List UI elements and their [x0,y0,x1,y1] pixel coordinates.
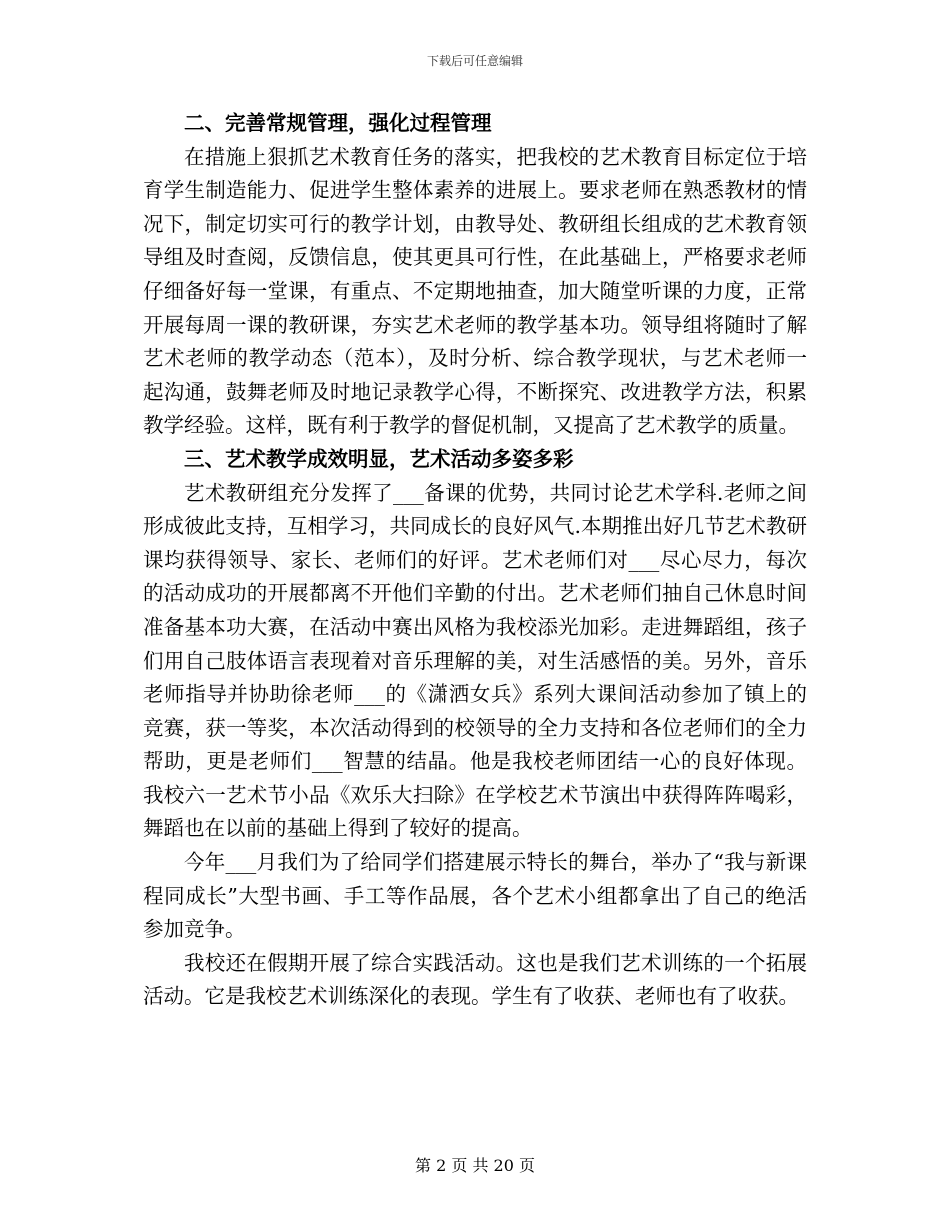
paragraph: 今年___月我们为了给同学们搭建展示特长的舞台，举办了“我与新课程同成长”大型书画、手工等作品展，各个艺术小组都拿出了自己的绝活参加竞争。 [143,850,807,942]
section-heading: 二、完善常规管理，强化过程管理 [184,111,492,135]
paragraph: 我校还在假期开展了综合实践活动。这也是我们艺术训练的一个拓展活动。它是我校艺术训练深化的表现。学生有了收获、老师也有了收获。 [143,950,807,1009]
document-body [143,107,807,1014]
section-heading: 三、艺术教学成效明显，艺术活动多姿多彩 [184,446,574,471]
page-number: 第 2 页 共 20 页 [415,1156,535,1175]
paragraph: 在措施上狠抓艺术教育任务的落实，把我校的艺术教育目标定位于培育学生制造能力、促进学生整体素养的进展上。要求老师在熟悉教材的情况下，制定切实可行的教学计划，由教导处、教研组长组成的艺术教育领导组及时查阅，反馈信息，使其更具可行性，在此基础上，严格要求老师仔细备好每一堂课，有重点、不定期地抽查，加大随堂听课的力度，正常开展每周一课的教研课，夯实艺术老师的教学基本功。领导组将随时了解艺术老师的教学动态（范本），及时分析、综合教学现状，与艺术老师一起沟通，鼓舞老师及时地记录教学心得，不断探究、改进教学方法，积累教学经验。这样，既有利于教学的督促机制，又提高了艺术教学的质量。 [143,144,807,438]
page-header: 下载后可任意编辑 [426,54,523,68]
paragraph: 艺术教研组充分发挥了___备课的优势，共同讨论艺术学科.老师之间形成彼此支持，互相学习，共同成长的良好风气.本期推出好几节艺术教研课均获得领导、家长、老师们的好评。艺术老师们对___尽心尽力，每次的活动成功的开展都离不开他们辛勤的付出。艺术老师们抽自己休息时间准备基本功大赛，在活动中赛出风格为我校添光加彩。走进舞蹈组，孩子们用自己肢体语言表现着对音乐理解的美，对生活感悟的美。另外，音乐老师指导并协助徐老师___的《潇洒女兵》系列大课间活动参加了镇上的竞赛，获一等奖，本次活动得到的校领导的全力支持和各位老师们的全力帮助，更是老师们___智慧的结晶。他是我校老师团结一心的良好体现。我校六一艺术节小品《欢乐大扫除》在学校艺术节演出中获得阵阵喝彩，舞蹈也在以前的基础上得到了较好的提高。 [143,480,807,841]
